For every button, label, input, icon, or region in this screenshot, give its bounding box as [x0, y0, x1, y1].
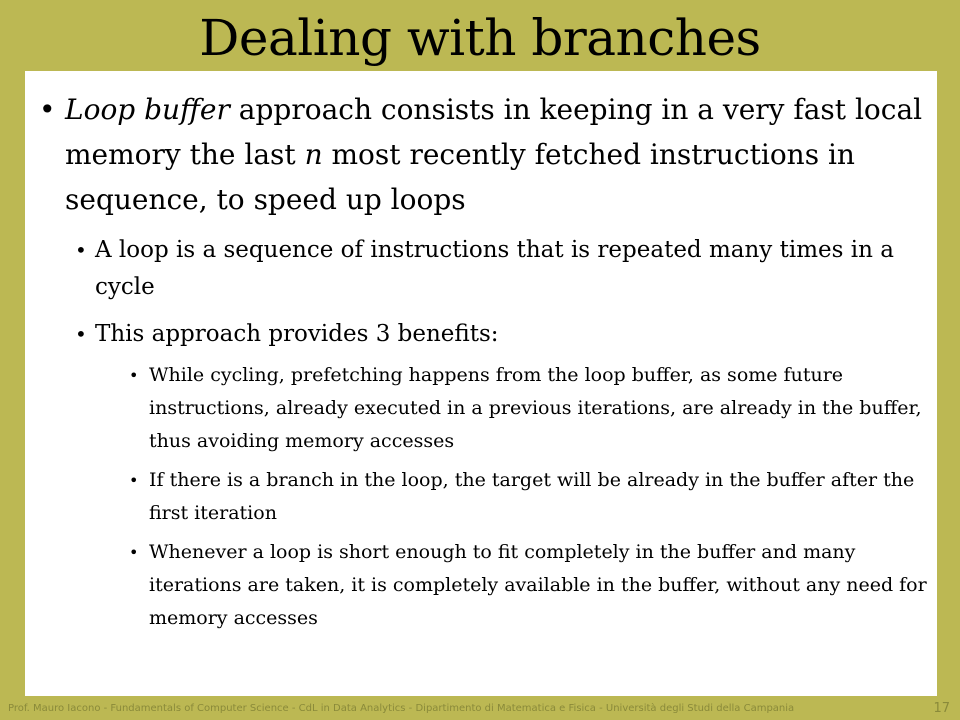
benefit-text: Whenever a loop is short enough to fit completely in the buffer and many iterations are taken, it is completely available in the buffer, without any need for memory accesses: [149, 541, 927, 629]
benefit-item: [39, 359, 927, 458]
benefit-text: While cycling, prefetching happens from the loop buffer, as some future instructions, already executed in a previous iterations, are already in the buffer, thus avoiding memory accesses: [149, 364, 922, 452]
page-number: 17: [933, 701, 950, 716]
slide-content: [25, 71, 937, 696]
bullet-loop-buffer: [39, 87, 927, 222]
bullet-text: This approach provides 3 benefits:: [95, 321, 499, 347]
bullet-dot-icon: •: [129, 471, 139, 490]
bullet-text-b: most recently fetched instructions in sequence, to speed up loops: [65, 138, 855, 216]
bullet-list: [39, 87, 927, 635]
bullet-dot-icon: •: [129, 366, 139, 385]
n-variable: n: [304, 138, 323, 171]
benefit-text: If there is a branch in the loop, the target will be already in the buffer after the first iteration: [149, 469, 915, 524]
bullet-dot-icon: •: [39, 93, 56, 126]
footer-credits: Prof. Mauro Iacono - Fundamentals of Computer Science - CdL in Data Analytics - Dipartimento di Matematica e Fisica - Università degli Studi della Campania: [8, 703, 795, 714]
benefit-item: [39, 536, 927, 635]
benefit-item: [39, 464, 927, 530]
loop-buffer-term: Loop buffer: [65, 93, 230, 126]
slide-title: Dealing with branches: [199, 9, 761, 67]
bullet-dot-icon: •: [75, 238, 87, 262]
bullet-loop-definition: [39, 232, 927, 306]
bullet-text-a: approach consists in keeping in a very fast local memory the last: [65, 93, 923, 171]
bullet-dot-icon: •: [75, 322, 87, 346]
bullet-dot-icon: •: [129, 543, 139, 562]
bullet-text: A loop is a sequence of instructions that is repeated many times in a cycle: [95, 237, 894, 300]
bullet-benefits: [39, 316, 927, 353]
